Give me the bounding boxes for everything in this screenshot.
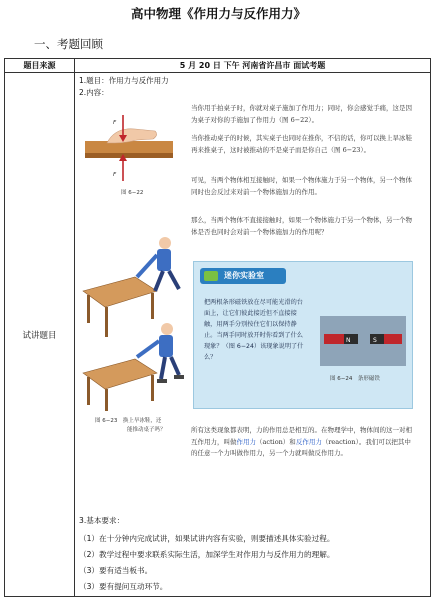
textbook-paragraph-3: 可见，当两个物体相互接触时，如果一个物体施力于另一个物体，另一个物体同时也会反过来对前一个物体施加力的作用。 [191, 176, 412, 196]
table-header-row [5, 59, 431, 73]
mini-lab-box [193, 261, 413, 409]
table-body-row [5, 73, 431, 597]
lab-icon [204, 271, 218, 281]
side-label: 试讲题目 [5, 73, 75, 597]
textbook-paragraph-5 [191, 425, 417, 460]
header-source-value: 5 月 20 日 下午 河南省许昌市 面试考题 [75, 59, 431, 73]
hand-table-illustration [85, 113, 173, 185]
paragraph-5-part-a: 所有这类现象都表明，力的作用总是相互的。在物理学中，物体间的这一对相互作用力，叫做 [191, 426, 412, 446]
mini-lab-title-bar [200, 268, 286, 284]
term-reaction: 反作用力 [295, 437, 322, 446]
force-label-top: F [113, 120, 117, 126]
term-action: 作用力 [236, 437, 256, 446]
requirements-heading: 3.基本要求： [79, 516, 125, 525]
content-cell [75, 73, 431, 597]
question-table [4, 58, 431, 597]
textbook-paragraph-1: 当你用手拍桌子时，你就对桌子施加了作用力；同时，你会感觉手痛，这是因为桌子对你的手施加了作用力（图 6−22）。 [191, 104, 412, 124]
figure-6-24-caption: 图 6−24 条形磁铁 [330, 376, 380, 382]
requirement-item-4: （3）要有提问互动环节。 [79, 582, 168, 591]
figure-6-22-caption: 图 6−22 [121, 190, 144, 196]
header-source-label: 题目来源 [5, 59, 75, 73]
paragraph-5-part-c: （reaction）。我们可以把其中的任意一个力叫做作用力，另一个力就叫做反作用力。 [191, 437, 411, 457]
bar-magnets-illustration [320, 316, 406, 366]
figure-hand-table [85, 113, 173, 185]
document-title: 高中物理《作用力与反作用力》 [130, 6, 306, 21]
question-topic: 1.题目：作用力与反作用力 [79, 76, 169, 85]
figure-6-23-caption-2: 能推动桌子吗？ [127, 427, 166, 433]
mini-lab-title: 迷你实验室 [224, 271, 264, 280]
content-area [75, 73, 430, 596]
requirement-item-1: （1）在十分钟内完成试讲，如果试讲内容有实验，则要描述具体实验过程。 [79, 534, 335, 543]
content-label: 2.内容： [79, 88, 109, 97]
magnet-label-s: S [373, 337, 377, 344]
requirement-item-3: （3）要有适当板书。 [79, 566, 153, 575]
figure-push-table [81, 233, 185, 413]
figure-6-23-caption-1: 图 6−23 换上旱冰鞋，还 [95, 418, 162, 424]
push-table-illustration [81, 233, 185, 413]
textbook-paragraph-2: 当你推动桌子的时候，其实桌子也同时在推你，不信的话，你可以换上旱冰鞋再来推桌子，这时被推动的不是桌子而是你自己（图 6−23）。 [191, 134, 412, 154]
magnet-photo [320, 316, 406, 366]
magnet-label-n: N [346, 337, 351, 344]
requirement-item-2: （2）教学过程中要求联系实际生活，加深学生对作用力与反作用力的理解。 [79, 550, 335, 559]
section-heading: 一、考题回顾 [34, 37, 103, 51]
mini-lab-text: 把两根条形磁铁放在尽可能光滑的台面上，让它们彼此接近但不直接接触，用两手分别按住它们以保持静止。当两手同时放开时你看到了什么现象？（图 6−24）该现象说明了什么？ [204, 299, 304, 361]
force-label-bottom: F [113, 172, 117, 178]
textbook-paragraph-4: 那么，当两个物体不直接接触时，如果一个物体施力于另一个物体，另一个物体是否也同时会对前一个物体施加力的作用呢？ [191, 216, 412, 236]
paragraph-5-part-b: （action）和 [256, 437, 296, 446]
